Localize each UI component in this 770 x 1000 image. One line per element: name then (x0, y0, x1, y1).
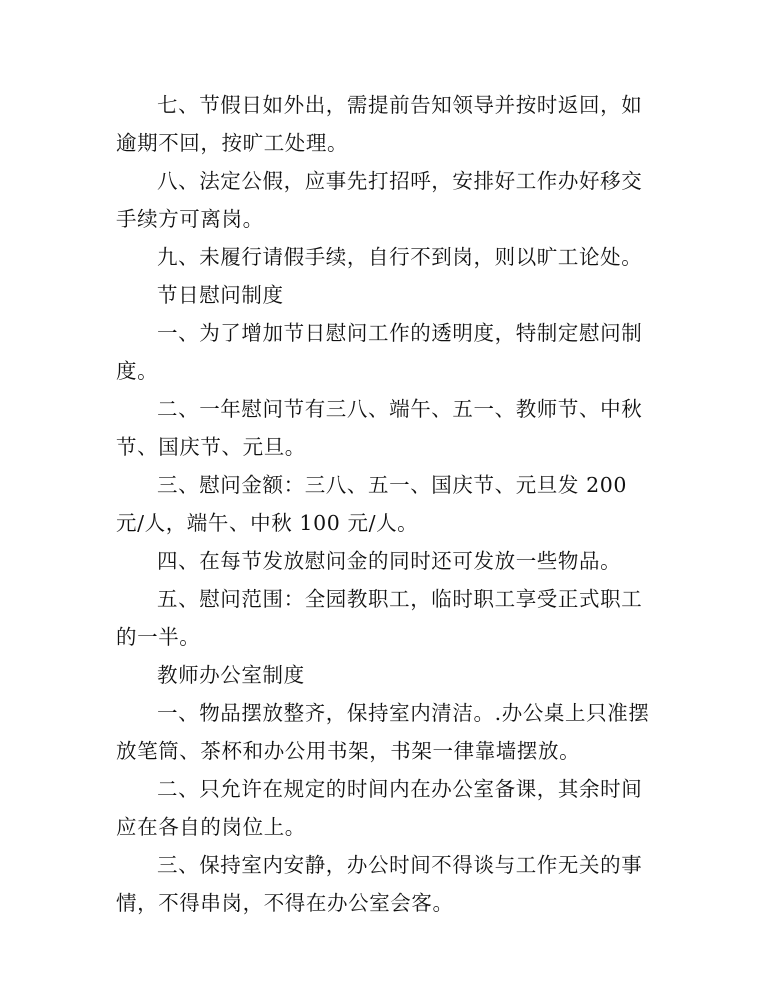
document-body (116, 86, 656, 922)
paragraph-office-quiet: 三、保持室内安静，办公时间不得谈与工作无关的事情，不得串岗，不得在办公室会客。 (116, 853, 643, 915)
paragraph-condolence-purpose: 一、为了增加节日慰问工作的透明度，特制定慰问制度。 (116, 321, 643, 383)
paragraph-condolence-amount: 三、慰问金额：三八、五一、国庆节、元旦发 200 元/人，端午、中秋 100 元/人。 (116, 473, 628, 535)
section-title-teacher-office: 教师办公室制度 (157, 663, 305, 687)
paragraph-condolence-festivals: 二、一年慰问节有三八、端午、五一、教师节、中秋节、国庆节、元旦。 (116, 397, 643, 459)
paragraph-office-hours: 二、只允许在规定的时间内在办公室备课，其余时间应在各自的岗位上。 (116, 777, 643, 839)
paragraph-condolence-scope: 五、慰问范围：全园教职工，临时职工享受正式职工的一半。 (116, 587, 643, 649)
paragraph-condolence-items: 四、在每节发放慰问金的同时还可发放一些物品。 (157, 549, 622, 573)
paragraph-holiday-leave: 七、节假日如外出，需提前告知领导并按时返回，如逾期不回，按旷工处理。 (116, 93, 643, 155)
paragraph-statutory-leave: 八、法定公假，应事先打招呼，安排好工作办好移交手续方可离岗。 (116, 169, 643, 231)
paragraph-absence-rule: 九、未履行请假手续，自行不到岗，则以旷工论处。 (157, 245, 643, 269)
section-title-holiday-condolence: 节日慰问制度 (157, 283, 284, 307)
paragraph-office-tidiness: 一、物品摆放整齐，保持室内清洁。.办公桌上只准摆放笔筒、茶杯和办公用书架，书架一律靠墙摆放。 (116, 701, 650, 763)
